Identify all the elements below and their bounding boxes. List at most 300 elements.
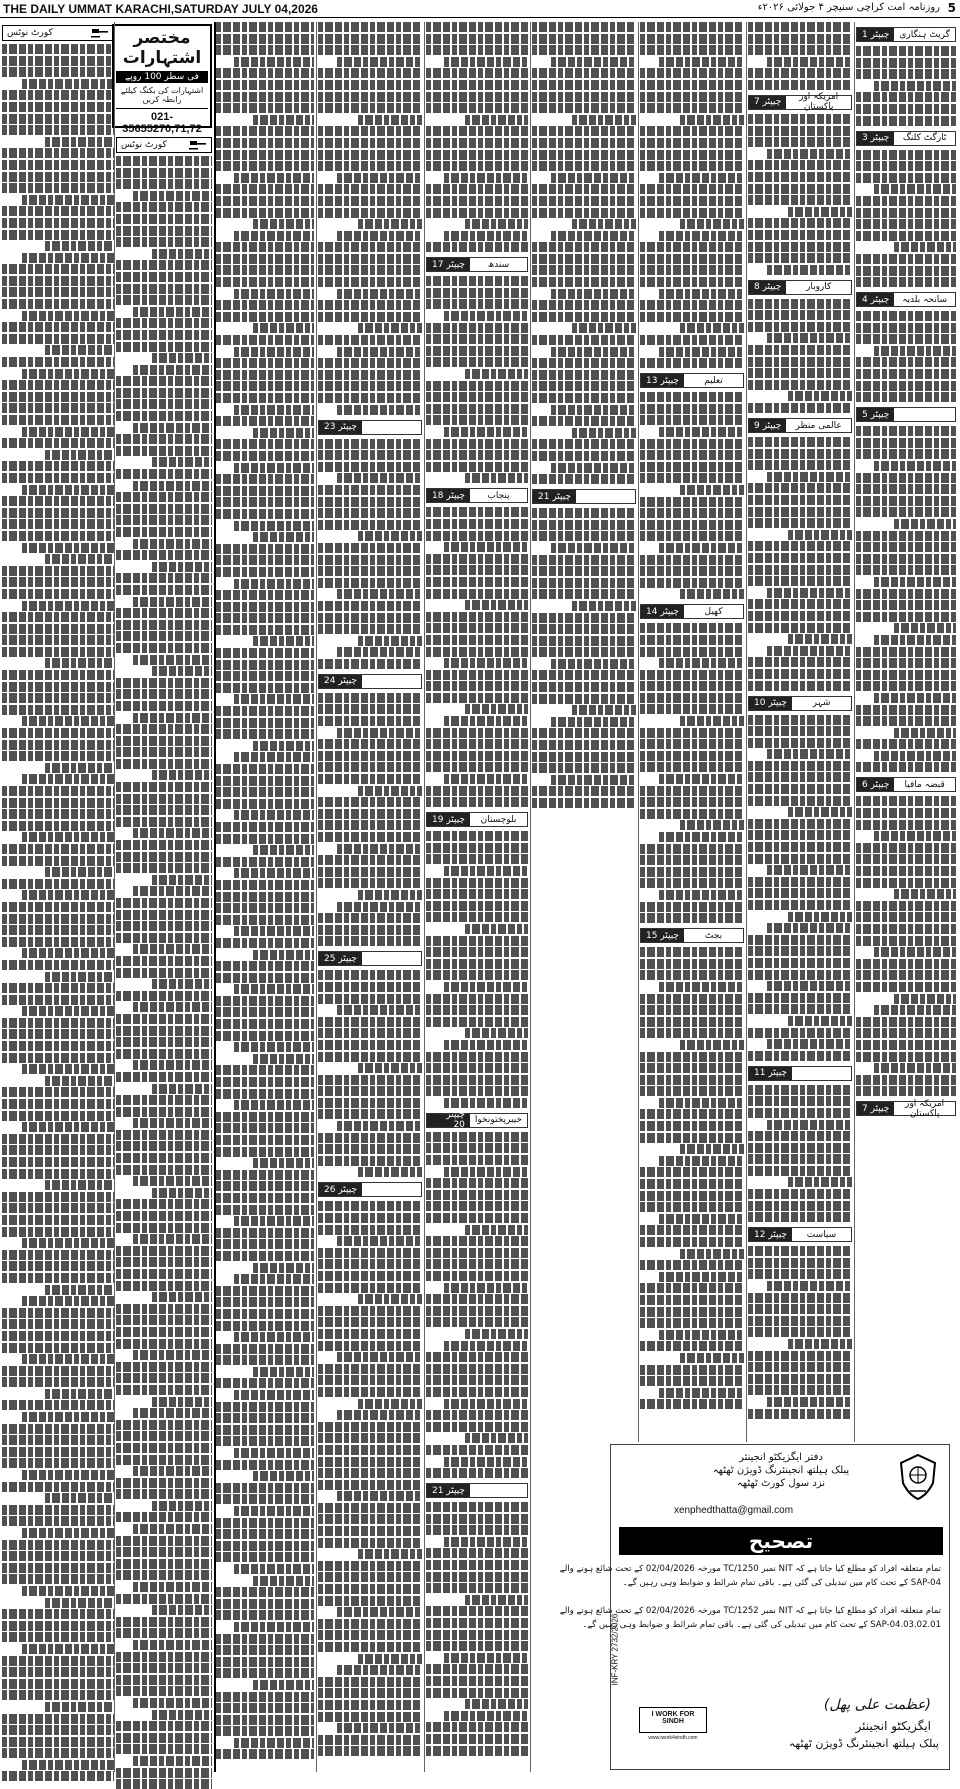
text-line <box>640 208 744 218</box>
text-line <box>2 693 114 703</box>
text-line <box>2 531 114 541</box>
chapter-header <box>532 489 636 504</box>
text-line <box>2 183 114 193</box>
text-line <box>640 1167 744 1177</box>
text-line <box>216 625 314 635</box>
text-line <box>318 196 422 206</box>
text-line <box>2 148 114 158</box>
text-line <box>856 219 956 229</box>
text-line <box>640 1191 744 1201</box>
text-line <box>358 1063 422 1073</box>
text-line <box>2 844 114 854</box>
text-line <box>659 347 744 357</box>
text-line <box>216 1031 314 1041</box>
text-line <box>216 1239 314 1249</box>
text-line <box>318 1445 422 1455</box>
chapter-header <box>748 92 852 113</box>
text-line <box>45 1493 114 1503</box>
text-line <box>426 1514 528 1524</box>
classified-ad-title: مختصر اشتہارات <box>122 28 202 68</box>
text-line <box>788 207 852 217</box>
text-line <box>426 1502 528 1512</box>
text-line <box>337 173 422 183</box>
text-line <box>640 277 744 287</box>
text-line <box>152 1710 212 1720</box>
chapter-label: چیپٹر 23 <box>319 421 362 434</box>
text-line <box>2 1516 114 1526</box>
text-line <box>318 103 422 113</box>
text-line <box>234 1042 314 1052</box>
text-line <box>318 1526 422 1536</box>
text-line <box>2 1609 114 1619</box>
text-line <box>2 1099 114 1109</box>
text-line <box>532 763 636 773</box>
text-line <box>426 1548 528 1558</box>
text-line <box>426 1259 528 1269</box>
chapter-label: چیپٹر 26 <box>319 1183 362 1196</box>
correction-line: تمام متعلقہ افراد کو مطلع کیا جاتا ہے کہ NIT نمبر TC/1252 مورخہ 02/04/2026 کے تحت شائع ہونے والے <box>559 1606 941 1616</box>
text-line <box>640 45 744 55</box>
text-line <box>2 624 114 634</box>
text-line <box>133 307 212 317</box>
chapter-title: ٹارگٹ کلنگ <box>902 133 947 144</box>
text-line <box>572 601 636 611</box>
text-line <box>22 1006 114 1016</box>
text-line <box>116 1373 212 1383</box>
text-line <box>337 1607 422 1617</box>
text-line <box>426 1641 528 1651</box>
text-line <box>640 994 744 1004</box>
text-line <box>318 1596 422 1606</box>
text-line <box>856 878 956 888</box>
text-line <box>234 521 314 531</box>
text-line <box>444 1341 528 1351</box>
text-line <box>532 798 636 808</box>
text-line <box>532 393 636 403</box>
text-line <box>116 202 212 212</box>
text-line <box>116 724 212 734</box>
text-line <box>426 1052 528 1062</box>
text-line <box>2 90 114 100</box>
text-line <box>116 515 212 525</box>
text-line <box>318 1133 422 1143</box>
text-line <box>2 937 114 947</box>
text-line <box>659 427 744 437</box>
text-line <box>640 439 744 449</box>
text-line <box>116 1478 212 1488</box>
chapter-header <box>856 292 956 307</box>
text-line <box>318 1457 422 1467</box>
text-line <box>318 1468 422 1478</box>
text-line <box>116 1744 212 1754</box>
text-line <box>116 689 212 699</box>
text-line <box>152 1501 212 1511</box>
text-line <box>426 635 528 645</box>
text-line <box>318 1735 422 1745</box>
text-line <box>133 191 212 201</box>
text-line <box>337 1236 422 1246</box>
text-line <box>748 1166 852 1176</box>
text-line <box>216 1541 314 1551</box>
text-line <box>748 541 852 551</box>
text-line <box>216 370 314 380</box>
text-line <box>253 1263 314 1273</box>
text-line <box>116 1559 212 1569</box>
chapter-header <box>748 1066 852 1081</box>
text-line <box>532 740 636 750</box>
text-line <box>767 1120 852 1130</box>
text-line <box>640 1005 744 1015</box>
text-line <box>426 1317 528 1327</box>
text-line <box>2 1690 114 1700</box>
chapter-header <box>426 812 528 827</box>
text-line <box>640 1365 744 1375</box>
text-line <box>426 92 528 102</box>
text-line <box>216 439 314 449</box>
text-line <box>532 45 636 55</box>
text-line <box>2 1134 114 1144</box>
text-line <box>426 1606 528 1616</box>
text-line <box>116 237 212 247</box>
text-line <box>748 1246 852 1256</box>
text-line <box>426 45 528 55</box>
text-line <box>253 323 314 333</box>
text-line <box>640 300 744 310</box>
text-line <box>2 1771 114 1781</box>
text-line <box>767 1039 852 1049</box>
text-line <box>318 855 422 865</box>
text-line <box>551 775 636 785</box>
text-line <box>337 902 422 912</box>
text-line <box>318 1317 422 1327</box>
text-line <box>788 391 852 401</box>
text-line <box>856 716 956 726</box>
text-line <box>748 958 852 968</box>
text-line <box>2 589 114 599</box>
text-line <box>318 370 422 380</box>
text-line <box>748 218 852 228</box>
text-line <box>216 277 314 287</box>
chapter-label: چیپٹر 12 <box>749 1228 792 1241</box>
text-line <box>426 1063 528 1073</box>
text-line <box>748 1351 852 1361</box>
text-line <box>874 751 956 761</box>
text-line <box>426 1294 528 1304</box>
text-line <box>2 914 114 924</box>
text-line <box>640 704 744 714</box>
chapter-label: چیپٹر 24 <box>319 675 362 688</box>
text-line <box>116 168 212 178</box>
chapter-header <box>426 1483 528 1498</box>
text-line <box>426 1410 528 1420</box>
text-line <box>856 392 956 402</box>
text-line <box>2 1157 114 1167</box>
text-line <box>426 565 528 575</box>
text-line <box>216 474 314 484</box>
text-line <box>2 287 114 297</box>
text-line <box>216 1657 314 1667</box>
text-line <box>767 923 852 933</box>
text-line <box>640 959 744 969</box>
chapter-label: چیپٹر 3 <box>857 132 894 145</box>
text-line <box>748 1293 852 1303</box>
text-line <box>2 566 114 576</box>
text-line <box>874 1063 956 1073</box>
text-line <box>856 612 956 622</box>
text-line <box>2 1331 114 1341</box>
text-line <box>874 81 956 91</box>
text-line <box>318 613 422 623</box>
text-line <box>426 739 528 749</box>
text-line <box>216 451 314 461</box>
chapter-label: چیپٹر 1 <box>857 28 894 41</box>
text-line <box>532 312 636 322</box>
text-line <box>426 392 528 402</box>
text-line <box>2 1505 114 1515</box>
text-line <box>2 172 114 182</box>
text-line <box>116 782 212 792</box>
text-line <box>133 886 212 896</box>
text-line <box>216 208 314 218</box>
text-line <box>133 539 212 549</box>
text-line <box>426 762 528 772</box>
text-line <box>640 566 744 576</box>
text-line <box>659 231 744 241</box>
text-line <box>748 611 852 621</box>
text-line <box>748 738 852 748</box>
text-line <box>216 776 314 786</box>
text-line <box>856 658 956 668</box>
text-line <box>532 254 636 264</box>
tender-office-title: دفتر ایگزیکٹو انجینئر پبلک ہیلتھ انجینئرنگ ڈویژن ٹھٹھہ نزد سول کورٹ ٹھٹھہ <box>712 1452 850 1489</box>
text-line <box>640 80 744 90</box>
text-line <box>22 543 114 553</box>
text-line <box>465 1699 528 1709</box>
text-line <box>748 1154 852 1164</box>
text-line <box>659 1214 744 1224</box>
chapter-label: چیپٹر 14 <box>641 605 684 618</box>
text-line <box>116 295 212 305</box>
text-line <box>856 600 956 610</box>
text-line <box>216 416 314 426</box>
text-line <box>318 1688 422 1698</box>
text-line <box>659 774 744 784</box>
text-line <box>2 56 114 66</box>
text-line <box>748 310 852 320</box>
text-line <box>318 994 422 1004</box>
text-line <box>426 450 528 460</box>
court-notices-column-2 <box>116 134 212 1772</box>
correction-line: SAP-04 کے تحت کام میں تبدیلی کی گئی ہے۔ باقی تمام شرائط و ضوابط وہی رہیں گے۔ <box>622 1578 941 1588</box>
text-line <box>532 624 636 634</box>
text-line <box>572 219 636 229</box>
text-line <box>856 681 956 691</box>
chapter-title: امریکہ اور پاکستان <box>905 1098 945 1119</box>
text-line <box>216 718 314 728</box>
text-line <box>640 68 744 78</box>
text-line <box>640 681 744 691</box>
text-line <box>22 427 114 437</box>
text-line <box>426 1306 528 1316</box>
text-line <box>640 265 744 275</box>
text-line <box>116 921 212 931</box>
text-line <box>2 1343 114 1353</box>
text-line <box>426 1086 528 1096</box>
text-line <box>532 196 636 206</box>
text-line <box>2 114 114 124</box>
text-line <box>216 1228 314 1238</box>
text-line <box>426 1722 528 1732</box>
text-line <box>444 1399 528 1409</box>
text-line <box>426 1583 528 1593</box>
text-line <box>532 613 636 623</box>
text-line <box>2 612 114 622</box>
text-line <box>444 1653 528 1663</box>
text-line <box>216 1715 314 1725</box>
text-line <box>152 1605 212 1615</box>
text-line <box>426 103 528 113</box>
text-line <box>465 473 528 483</box>
text-line <box>426 647 528 657</box>
text-line <box>116 968 212 978</box>
text-line <box>748 322 852 332</box>
text-line <box>856 901 956 911</box>
text-line <box>116 678 212 688</box>
text-line <box>116 643 212 653</box>
text-line <box>253 950 314 960</box>
text-line <box>788 807 852 817</box>
chapter-label: چیپٹر 6 <box>857 778 894 791</box>
tender-email: xenphedthatta@gmail.com <box>673 1505 794 1516</box>
text-line <box>2 1714 114 1724</box>
text-line <box>426 889 528 899</box>
text-line <box>133 828 212 838</box>
text-line <box>116 1686 212 1696</box>
text-line <box>426 1364 528 1374</box>
text-line <box>133 1756 212 1766</box>
text-line <box>318 1572 422 1582</box>
text-line <box>856 866 956 876</box>
text-line <box>532 670 636 680</box>
text-line <box>116 852 212 862</box>
text-line <box>748 900 852 910</box>
text-line <box>680 589 744 599</box>
text-line <box>426 1468 528 1478</box>
text-line <box>116 1733 212 1743</box>
text-line <box>2 821 114 831</box>
text-line <box>318 277 422 287</box>
text-line <box>874 635 956 645</box>
text-line <box>116 1049 212 1059</box>
text-line <box>116 1165 212 1175</box>
text-line <box>2 276 114 286</box>
text-line <box>532 439 636 449</box>
text-line <box>532 520 636 530</box>
text-line <box>116 1675 212 1685</box>
text-line <box>116 1037 212 1047</box>
text-line <box>551 463 636 473</box>
text-line <box>216 915 314 925</box>
text-line <box>532 126 636 136</box>
text-line <box>748 761 852 771</box>
text-line <box>216 1251 314 1261</box>
text-line <box>2 461 114 471</box>
text-line <box>318 751 422 761</box>
text-line <box>426 797 528 807</box>
text-line <box>318 970 422 980</box>
chapter-header <box>426 1110 528 1131</box>
text-line <box>358 786 422 796</box>
text-line <box>640 1179 744 1189</box>
text-line <box>680 820 744 830</box>
text-line <box>2 102 114 112</box>
text-line <box>426 577 528 587</box>
chapter-label: چیپٹر 4 <box>857 293 894 306</box>
text-line <box>116 933 212 943</box>
text-line <box>216 1344 314 1354</box>
text-line <box>318 208 422 218</box>
text-line <box>2 1458 114 1468</box>
text-line <box>856 381 956 391</box>
text-line <box>216 1529 314 1539</box>
text-line <box>234 579 314 589</box>
text-line <box>767 333 852 343</box>
text-line <box>216 671 314 681</box>
text-line <box>116 1223 212 1233</box>
text-line <box>640 196 744 206</box>
text-line <box>318 1433 422 1443</box>
column-rule <box>316 22 317 1772</box>
text-line <box>2 125 114 135</box>
text-line <box>2 1111 114 1121</box>
work-for-sindh-url: www.iwork4sindh.com <box>648 1735 698 1741</box>
text-line <box>426 843 528 853</box>
text-line <box>640 520 744 530</box>
text-line <box>2 415 114 425</box>
text-line <box>426 670 528 680</box>
text-line <box>318 138 422 148</box>
chapter-title: قبضہ مافیا <box>904 779 945 790</box>
text-line <box>2 218 114 228</box>
text-line <box>426 554 528 564</box>
text-line <box>116 504 212 514</box>
text-line <box>318 739 422 749</box>
text-line <box>659 1330 744 1340</box>
text-line <box>659 289 744 299</box>
text-line <box>640 415 744 425</box>
text-line <box>216 613 314 623</box>
text-line <box>318 439 422 449</box>
text-line <box>874 947 956 957</box>
text-line <box>234 405 314 415</box>
text-line <box>22 311 114 321</box>
text-line <box>748 1409 852 1419</box>
text-line <box>22 1470 114 1480</box>
text-line <box>318 693 422 703</box>
text-line <box>318 1017 422 1027</box>
text-line <box>444 1098 528 1108</box>
chapter-title: بلوچستان <box>480 814 517 825</box>
text-line <box>767 1397 852 1407</box>
text-line <box>318 312 422 322</box>
chapter-header <box>426 488 528 503</box>
text-line <box>748 172 852 182</box>
text-line <box>216 892 314 902</box>
signature-title: ایگزیکٹو انجینئر <box>855 1719 931 1733</box>
text-line <box>640 1109 744 1119</box>
text-line <box>856 266 956 276</box>
text-line <box>856 912 956 922</box>
